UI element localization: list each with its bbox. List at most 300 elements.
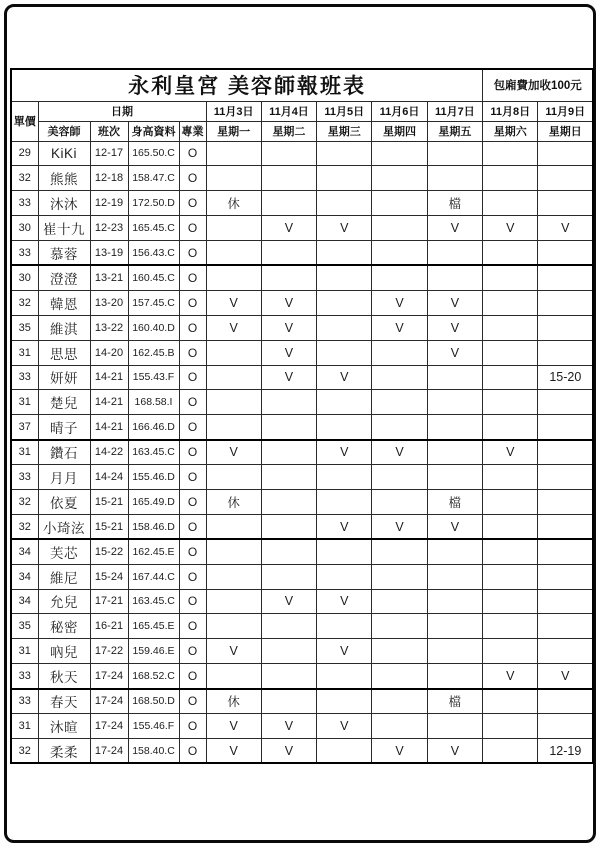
shift-cell: 14-21 — [90, 390, 128, 415]
day-4-cell — [372, 689, 427, 714]
day-2-cell — [261, 489, 316, 514]
day-1-cell — [206, 664, 261, 689]
unit-price-cell: 34 — [11, 539, 38, 564]
day-1-cell: V — [206, 738, 261, 763]
professional-cell: O — [179, 340, 206, 365]
day-1-cell — [206, 216, 261, 241]
day-6-cell — [483, 564, 538, 589]
day-6-cell — [483, 639, 538, 664]
shift-cell: 12-17 — [90, 141, 128, 166]
column-header-day-6-date: 11月8日 — [483, 101, 538, 121]
day-3-cell — [317, 614, 372, 639]
column-header-day-3-date: 11月5日 — [317, 101, 372, 121]
page-title: 永利皇宮 美容師報班表 — [11, 69, 483, 101]
unit-price-cell: 31 — [11, 639, 38, 664]
beautician-name-cell: 維淇 — [38, 315, 90, 340]
table-row — [11, 241, 593, 266]
beautician-name-cell: 沐暄 — [38, 713, 90, 738]
day-1-cell — [206, 564, 261, 589]
day-6-cell — [483, 390, 538, 415]
profile-cell: 165.49.D — [128, 489, 179, 514]
table-row — [11, 689, 593, 714]
beautician-name-cell: 秋天 — [38, 664, 90, 689]
table-row — [11, 639, 593, 664]
day-4-cell — [372, 539, 427, 564]
table-row — [11, 664, 593, 689]
header-row-labels — [11, 121, 593, 141]
day-5-cell: V — [427, 738, 482, 763]
table-row — [11, 415, 593, 440]
profile-cell: 155.46.D — [128, 465, 179, 490]
day-7-cell — [538, 141, 593, 166]
column-header-profile: 身高資料 — [128, 121, 179, 141]
schedule-body — [11, 141, 593, 763]
day-4-cell — [372, 141, 427, 166]
day-3-cell — [317, 415, 372, 440]
unit-price-cell: 32 — [11, 290, 38, 315]
professional-cell: O — [179, 564, 206, 589]
shift-cell: 17-21 — [90, 589, 128, 614]
professional-cell: O — [179, 539, 206, 564]
day-1-cell: V — [206, 315, 261, 340]
day-7-cell — [538, 390, 593, 415]
profile-cell: 168.58.I — [128, 390, 179, 415]
profile-cell: 158.40.C — [128, 738, 179, 763]
professional-cell: O — [179, 689, 206, 714]
day-7-cell — [538, 564, 593, 589]
day-2-cell — [261, 689, 316, 714]
unit-price-cell: 32 — [11, 738, 38, 763]
day-4-cell — [372, 265, 427, 290]
day-4-cell — [372, 589, 427, 614]
table-row — [11, 489, 593, 514]
day-5-cell — [427, 390, 482, 415]
professional-cell: O — [179, 191, 206, 216]
day-3-cell — [317, 664, 372, 689]
day-1-cell — [206, 166, 261, 191]
shift-cell: 15-21 — [90, 489, 128, 514]
day-5-cell: 檔 — [427, 689, 482, 714]
day-3-cell — [317, 265, 372, 290]
beautician-name-cell: KiKi — [38, 141, 90, 166]
day-2-cell — [261, 440, 316, 465]
beautician-name-cell: 依夏 — [38, 489, 90, 514]
column-header-professional: 專業 — [179, 121, 206, 141]
unit-price-cell: 31 — [11, 390, 38, 415]
table-row — [11, 440, 593, 465]
day-5-cell: V — [427, 514, 482, 539]
day-5-cell — [427, 539, 482, 564]
table-row — [11, 713, 593, 738]
day-7-cell — [538, 241, 593, 266]
day-5-cell — [427, 265, 482, 290]
day-5-cell: V — [427, 216, 482, 241]
unit-price-cell: 33 — [11, 191, 38, 216]
profile-cell: 160.45.C — [128, 265, 179, 290]
professional-cell: O — [179, 241, 206, 266]
professional-cell: O — [179, 166, 206, 191]
table-row — [11, 340, 593, 365]
day-2-cell — [261, 639, 316, 664]
day-7-cell — [538, 440, 593, 465]
day-5-cell — [427, 440, 482, 465]
profile-cell: 165.45.C — [128, 216, 179, 241]
beautician-name-cell: 鑽石 — [38, 440, 90, 465]
profile-cell: 159.46.E — [128, 639, 179, 664]
day-1-cell: 休 — [206, 689, 261, 714]
day-2-cell — [261, 539, 316, 564]
beautician-name-cell: 慕蓉 — [38, 241, 90, 266]
day-6-cell: V — [483, 440, 538, 465]
professional-cell: O — [179, 365, 206, 390]
day-2-cell: V — [261, 738, 316, 763]
day-4-cell — [372, 713, 427, 738]
unit-price-cell: 29 — [11, 141, 38, 166]
column-header-day-7-date: 11月9日 — [538, 101, 593, 121]
profile-cell: 156.43.C — [128, 241, 179, 266]
beautician-name-cell: 春天 — [38, 689, 90, 714]
day-1-cell — [206, 365, 261, 390]
table-row — [11, 365, 593, 390]
day-3-cell — [317, 191, 372, 216]
title-row — [11, 69, 593, 101]
column-header-day-5-date: 11月7日 — [427, 101, 482, 121]
table-row — [11, 738, 593, 763]
day-4-cell: V — [372, 440, 427, 465]
shift-cell: 15-22 — [90, 539, 128, 564]
day-7-cell — [538, 290, 593, 315]
day-2-cell: V — [261, 365, 316, 390]
beautician-name-cell: 澄澄 — [38, 265, 90, 290]
day-5-cell: 檔 — [427, 191, 482, 216]
column-header-date-group: 日期 — [38, 101, 206, 121]
day-1-cell — [206, 390, 261, 415]
shift-cell: 12-23 — [90, 216, 128, 241]
day-3-cell — [317, 738, 372, 763]
professional-cell: O — [179, 639, 206, 664]
shift-cell: 14-21 — [90, 415, 128, 440]
table-row — [11, 390, 593, 415]
shift-cell: 17-24 — [90, 664, 128, 689]
professional-cell: O — [179, 315, 206, 340]
profile-cell: 168.50.D — [128, 689, 179, 714]
table-row — [11, 514, 593, 539]
day-2-cell — [261, 141, 316, 166]
day-5-cell: V — [427, 315, 482, 340]
profile-cell: 166.46.D — [128, 415, 179, 440]
profile-cell: 158.47.C — [128, 166, 179, 191]
day-3-cell: V — [317, 639, 372, 664]
day-6-cell — [483, 365, 538, 390]
day-6-cell — [483, 141, 538, 166]
day-3-cell — [317, 141, 372, 166]
day-6-cell — [483, 539, 538, 564]
day-7-cell: 15-20 — [538, 365, 593, 390]
day-3-cell — [317, 315, 372, 340]
professional-cell: O — [179, 489, 206, 514]
beautician-name-cell: 韓恩 — [38, 290, 90, 315]
professional-cell: O — [179, 664, 206, 689]
beautician-name-cell: 晴子 — [38, 415, 90, 440]
day-2-cell — [261, 415, 316, 440]
professional-cell: O — [179, 415, 206, 440]
day-3-cell — [317, 539, 372, 564]
shift-cell: 15-21 — [90, 514, 128, 539]
professional-cell: O — [179, 141, 206, 166]
day-6-cell — [483, 514, 538, 539]
beautician-name-cell: 秘密 — [38, 614, 90, 639]
unit-price-cell: 34 — [11, 589, 38, 614]
shift-cell: 17-24 — [90, 713, 128, 738]
day-7-cell — [538, 315, 593, 340]
day-7-cell — [538, 340, 593, 365]
unit-price-cell: 35 — [11, 315, 38, 340]
day-4-cell — [372, 415, 427, 440]
beautician-name-cell: 沐沐 — [38, 191, 90, 216]
day-2-cell — [261, 191, 316, 216]
day-2-cell — [261, 664, 316, 689]
column-header-day-4-date: 11月6日 — [372, 101, 427, 121]
beautician-name-cell: 維尼 — [38, 564, 90, 589]
professional-cell: O — [179, 465, 206, 490]
day-2-cell: V — [261, 216, 316, 241]
day-5-cell: V — [427, 290, 482, 315]
day-3-cell — [317, 564, 372, 589]
unit-price-cell: 30 — [11, 216, 38, 241]
day-2-cell — [261, 514, 316, 539]
day-4-cell — [372, 166, 427, 191]
day-6-cell — [483, 315, 538, 340]
day-4-cell: V — [372, 290, 427, 315]
day-3-cell: V — [317, 514, 372, 539]
day-3-cell: V — [317, 440, 372, 465]
profile-cell: 165.50.C — [128, 141, 179, 166]
shift-cell: 12-19 — [90, 191, 128, 216]
day-6-cell — [483, 689, 538, 714]
unit-price-cell: 33 — [11, 465, 38, 490]
profile-cell: 158.46.D — [128, 514, 179, 539]
column-header-beautician: 美容師 — [38, 121, 90, 141]
day-6-cell: V — [483, 216, 538, 241]
day-3-cell — [317, 489, 372, 514]
day-5-cell — [427, 589, 482, 614]
beautician-name-cell: 芙芯 — [38, 539, 90, 564]
day-5-cell: V — [427, 340, 482, 365]
day-1-cell — [206, 514, 261, 539]
day-5-cell: 檔 — [427, 489, 482, 514]
column-header-day-6-weekday: 星期六 — [483, 121, 538, 141]
day-7-cell — [538, 265, 593, 290]
professional-cell: O — [179, 614, 206, 639]
day-4-cell: V — [372, 514, 427, 539]
professional-cell: O — [179, 265, 206, 290]
day-7-cell — [538, 191, 593, 216]
day-3-cell: V — [317, 713, 372, 738]
day-1-cell — [206, 241, 261, 266]
shift-cell: 13-21 — [90, 265, 128, 290]
table-row — [11, 465, 593, 490]
day-4-cell — [372, 664, 427, 689]
day-4-cell — [372, 639, 427, 664]
shift-cell: 16-21 — [90, 614, 128, 639]
table-row — [11, 315, 593, 340]
header-row-dates — [11, 101, 593, 121]
day-6-cell — [483, 265, 538, 290]
day-1-cell: 休 — [206, 191, 261, 216]
day-5-cell — [427, 713, 482, 738]
shift-cell: 17-24 — [90, 689, 128, 714]
day-3-cell — [317, 340, 372, 365]
day-3-cell — [317, 241, 372, 266]
table-row — [11, 265, 593, 290]
day-6-cell — [483, 166, 538, 191]
day-3-cell — [317, 689, 372, 714]
beautician-name-cell: 柔柔 — [38, 738, 90, 763]
day-2-cell: V — [261, 290, 316, 315]
day-7-cell — [538, 639, 593, 664]
day-3-cell: V — [317, 589, 372, 614]
day-6-cell — [483, 738, 538, 763]
day-4-cell — [372, 365, 427, 390]
day-4-cell — [372, 340, 427, 365]
shift-cell: 13-20 — [90, 290, 128, 315]
day-4-cell — [372, 216, 427, 241]
day-2-cell — [261, 465, 316, 490]
profile-cell: 165.45.E — [128, 614, 179, 639]
unit-price-cell: 31 — [11, 340, 38, 365]
table-row — [11, 141, 593, 166]
column-header-unit-price: 單價 — [11, 101, 38, 141]
day-6-cell — [483, 589, 538, 614]
day-4-cell — [372, 465, 427, 490]
day-2-cell: V — [261, 713, 316, 738]
day-1-cell: 休 — [206, 489, 261, 514]
unit-price-cell: 30 — [11, 265, 38, 290]
beautician-name-cell: 月月 — [38, 465, 90, 490]
day-6-cell — [483, 340, 538, 365]
profile-cell: 168.52.C — [128, 664, 179, 689]
day-1-cell — [206, 415, 261, 440]
day-4-cell — [372, 241, 427, 266]
column-header-day-5-weekday: 星期五 — [427, 121, 482, 141]
day-7-cell: V — [538, 216, 593, 241]
professional-cell: O — [179, 440, 206, 465]
column-header-day-4-weekday: 星期四 — [372, 121, 427, 141]
professional-cell: O — [179, 216, 206, 241]
day-4-cell — [372, 489, 427, 514]
room-fee-note: 包廂費加收100元 — [483, 69, 594, 101]
shift-cell: 14-21 — [90, 365, 128, 390]
table-row — [11, 216, 593, 241]
day-2-cell — [261, 241, 316, 266]
day-3-cell — [317, 465, 372, 490]
shift-cell: 17-22 — [90, 639, 128, 664]
day-7-cell — [538, 589, 593, 614]
shift-cell: 14-22 — [90, 440, 128, 465]
table-row — [11, 166, 593, 191]
unit-price-cell: 33 — [11, 689, 38, 714]
day-1-cell: V — [206, 639, 261, 664]
professional-cell: O — [179, 290, 206, 315]
unit-price-cell: 34 — [11, 564, 38, 589]
day-1-cell — [206, 614, 261, 639]
day-1-cell: V — [206, 713, 261, 738]
beautician-name-cell: 小琦泫 — [38, 514, 90, 539]
day-5-cell — [427, 664, 482, 689]
day-6-cell — [483, 614, 538, 639]
day-5-cell — [427, 241, 482, 266]
profile-cell: 160.40.D — [128, 315, 179, 340]
professional-cell: O — [179, 589, 206, 614]
beautician-name-cell: 楚兒 — [38, 390, 90, 415]
table-row — [11, 191, 593, 216]
day-3-cell: V — [317, 216, 372, 241]
table-row — [11, 564, 593, 589]
day-7-cell: 12-19 — [538, 738, 593, 763]
day-4-cell — [372, 614, 427, 639]
shift-cell: 13-22 — [90, 315, 128, 340]
shift-cell: 15-24 — [90, 564, 128, 589]
day-3-cell — [317, 290, 372, 315]
table-row — [11, 290, 593, 315]
day-7-cell — [538, 489, 593, 514]
column-header-day-2-weekday: 星期二 — [261, 121, 316, 141]
table-row — [11, 614, 593, 639]
day-5-cell — [427, 141, 482, 166]
beautician-name-cell: 吶兒 — [38, 639, 90, 664]
day-2-cell — [261, 390, 316, 415]
day-3-cell — [317, 166, 372, 191]
day-1-cell — [206, 465, 261, 490]
day-2-cell — [261, 564, 316, 589]
beautician-name-cell: 熊熊 — [38, 166, 90, 191]
professional-cell: O — [179, 713, 206, 738]
unit-price-cell: 33 — [11, 664, 38, 689]
table-row — [11, 539, 593, 564]
profile-cell: 155.43.F — [128, 365, 179, 390]
day-4-cell — [372, 191, 427, 216]
profile-cell: 172.50.D — [128, 191, 179, 216]
professional-cell: O — [179, 738, 206, 763]
day-2-cell: V — [261, 589, 316, 614]
beautician-name-cell: 妍妍 — [38, 365, 90, 390]
day-6-cell — [483, 290, 538, 315]
day-5-cell — [427, 365, 482, 390]
column-header-day-3-weekday: 星期三 — [317, 121, 372, 141]
beautician-name-cell: 思思 — [38, 340, 90, 365]
day-4-cell — [372, 564, 427, 589]
day-6-cell — [483, 489, 538, 514]
day-1-cell — [206, 141, 261, 166]
day-7-cell — [538, 689, 593, 714]
day-5-cell — [427, 639, 482, 664]
day-5-cell — [427, 564, 482, 589]
table-row — [11, 589, 593, 614]
unit-price-cell: 32 — [11, 514, 38, 539]
profile-cell: 162.45.E — [128, 539, 179, 564]
day-6-cell — [483, 713, 538, 738]
column-header-day-2-date: 11月4日 — [261, 101, 316, 121]
day-6-cell — [483, 191, 538, 216]
day-6-cell — [483, 241, 538, 266]
day-1-cell — [206, 265, 261, 290]
profile-cell: 155.46.F — [128, 713, 179, 738]
unit-price-cell: 37 — [11, 415, 38, 440]
beautician-schedule-table — [10, 68, 594, 764]
shift-cell: 17-24 — [90, 738, 128, 763]
day-4-cell: V — [372, 738, 427, 763]
day-6-cell — [483, 465, 538, 490]
